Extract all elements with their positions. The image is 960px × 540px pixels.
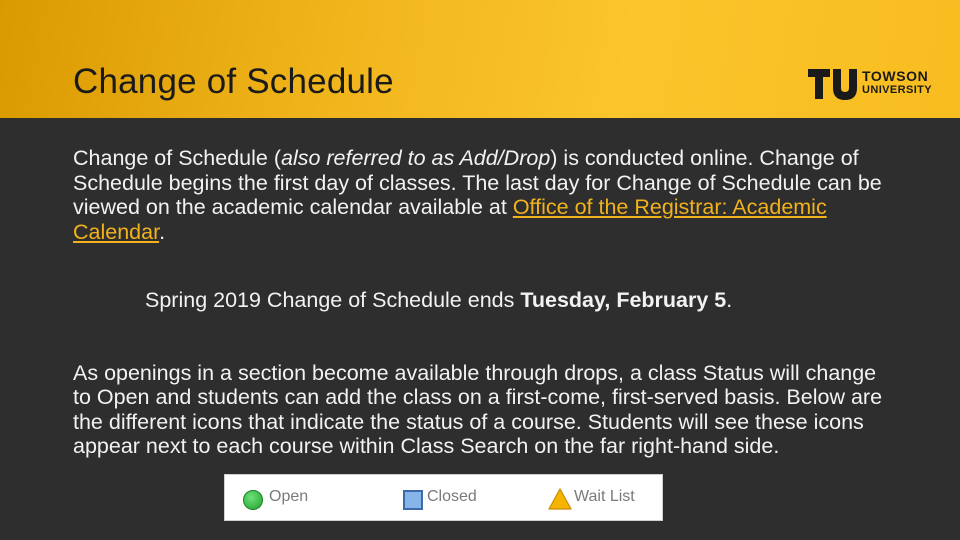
logo-line-towson: TOWSON [862,68,929,84]
deadline-date: Tuesday, February 5 [520,288,727,312]
open-circle-icon [243,490,263,510]
wait-list-triangle-icon [548,488,572,510]
deadline-line [145,288,893,313]
intro-italic: also referred to as Add/Drop [280,146,551,170]
logo-wordmark [862,69,932,97]
page-title: Change of Schedule [73,62,394,101]
intro-text-end: . [159,219,166,244]
intro-paragraph [73,146,893,244]
towson-logo [806,66,940,102]
intro-text-2: ) is conducted online. Change of Schedule begins the first day of classes. The last day for Change of Schedule can be viewed on the academic calendar available at [73,146,882,219]
waitlist-label: Wait List [574,488,635,505]
tu-logo-mark-icon [806,66,858,102]
main-content [73,146,893,459]
deadline-end: . [726,288,733,312]
open-label: Open [269,488,309,505]
status-paragraph: As openings in a section become available through drops, a class Status will change to Open and students can add the class on a first-come, first-served basis. Below are the different icons that indicate the status of a course. Students will see these icons appear next to each course within Class Search on the far right-hand side. [73,360,883,458]
academic-calendar-link[interactable]: Office of the Registrar: Academic Calendar [73,195,827,244]
status-legend [224,474,663,521]
closed-label: Closed [427,488,477,505]
closed-square-icon [403,490,423,510]
deadline-text: Spring 2019 Change of Schedule ends [145,288,521,312]
logo-line-university: UNIVERSITY [862,84,933,96]
intro-text-1: Change of Schedule ( [73,146,281,170]
